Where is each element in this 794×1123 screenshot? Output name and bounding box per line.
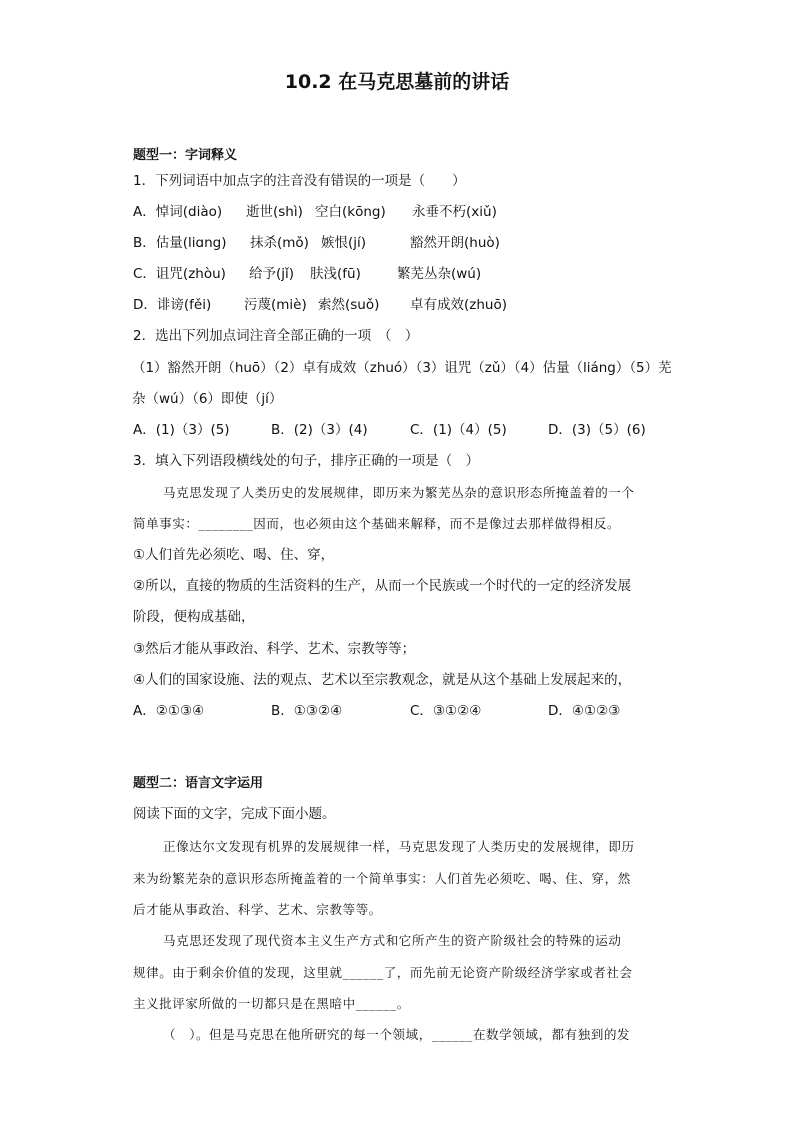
option-a: A．悼词(diào) (133, 204, 223, 220)
option-d-word4: 卓有成效(zhuō) (410, 297, 507, 313)
option-a-word4: 永垂不朽(xiǔ) (412, 204, 497, 220)
question-stem: 3．填入下列语段横线处的句子，排序正确的一项是（ ） (133, 453, 480, 469)
option-a-word2: 逝世(shì) (246, 204, 303, 220)
option-d: D．(3)（5）(6) (548, 422, 646, 438)
passage-text: 后才能从事政治、科学、艺术、宗教等等。 (133, 902, 382, 917)
question-text: 杂（wú）（6）即使（jí） (132, 391, 283, 407)
option-c: C．(1)（4）(5) (410, 422, 507, 438)
option-c-word2: 给予(jǐ) (249, 266, 295, 282)
question-stem: 1．下列词语中加点字的注音没有错误的一项是（ ） (133, 173, 466, 189)
question-stem: 2．选出下列加点词注音全部正确的一项 （ ） (133, 328, 419, 344)
option-d: D．诽谤(fěi) (133, 297, 212, 313)
option-b-word4: 豁然开朗(huò) (410, 235, 500, 251)
passage-text: 规律。由于剩余价值的发现，这里就______了，而先前无论资产阶级经济学家或者社会 (133, 965, 633, 980)
passage-text: 简单事实：________因而，也必须由这个基础来解释，而不是像过去那样做得相反。 (133, 516, 621, 531)
option-c-word4: 繁芜丛杂(wú) (397, 266, 482, 282)
sentence-item: ④人们的国家设施、法的观点、艺术以至宗教观念，就是从这个基础上发展起来的， (133, 672, 632, 688)
option-a-word3: 空白(kōng) (315, 204, 386, 220)
option-d-word3: 索然(suǒ) (318, 297, 380, 313)
option-c: C．诅咒(zhòu) (133, 266, 226, 282)
passage-text: （ ）。但是马克思在他所研究的每一个领域，______在数学领域，都有独到的发 (163, 1027, 631, 1042)
option-b: B．①③②④ (271, 703, 343, 719)
passage-text: 马克思发现了人类历史的发展规律，即历来为繁芜丛杂的意识形态所掩盖着的一个 (163, 485, 635, 500)
option-b-word2: 抹杀(mǒ) (250, 235, 309, 251)
instruction-text: 阅读下面的文字，完成下面小题。 (133, 806, 336, 822)
sentence-item: ②所以，直接的物质的生活资料的生产，从而一个民族或一个时代的一定的经济发展 (133, 578, 632, 594)
option-b: B．(2)（3）(4) (271, 422, 368, 438)
section-heading: 题型二：语言文字运用 (133, 776, 264, 791)
sentence-item: 阶段，便构成基础， (133, 609, 255, 625)
section-heading: 题型一：字词释义 (133, 148, 238, 163)
passage-text: 正像达尔文发现有机界的发展规律一样，马克思发现了人类历史的发展规律，即历 (163, 839, 635, 854)
sentence-item: ①人们首先必须吃、喝、住、穿， (133, 547, 335, 563)
option-a: A．②①③④ (133, 703, 205, 719)
document-title: 10.2 在马克思墓前的讲话 (284, 71, 510, 93)
passage-text: 主义批评家所做的一切都只是在黑暗中______。 (133, 996, 410, 1011)
option-b-word3: 嫉恨(jí) (321, 235, 367, 251)
passage-text: 马克思还发现了现代资本主义生产方式和它所产生的资产阶级社会的特殊的运动 (163, 933, 622, 948)
option-d-word2: 污蔑(miè) (244, 297, 307, 313)
option-d: D．④①②③ (548, 703, 621, 719)
sentence-item: ③然后才能从事政治、科学、艺术、宗教等等； (133, 641, 416, 657)
passage-text: 来为纷繁芜杂的意识形态所掩盖着的一个简单事实：人们首先必须吃、喝、住、穿，然 (133, 871, 631, 886)
option-a: A．(1)（3）(5) (133, 422, 230, 438)
option-c-word3: 肤浅(fū) (310, 266, 361, 282)
option-c: C．③①②④ (410, 703, 482, 719)
option-b: B．估量(liɑng) (133, 235, 227, 251)
question-text: （1）豁然开朗（huō）（2）卓有成效（zhuó）（3）诅咒（zǔ）（4）估量（liáng）（5）芜 (132, 360, 672, 376)
